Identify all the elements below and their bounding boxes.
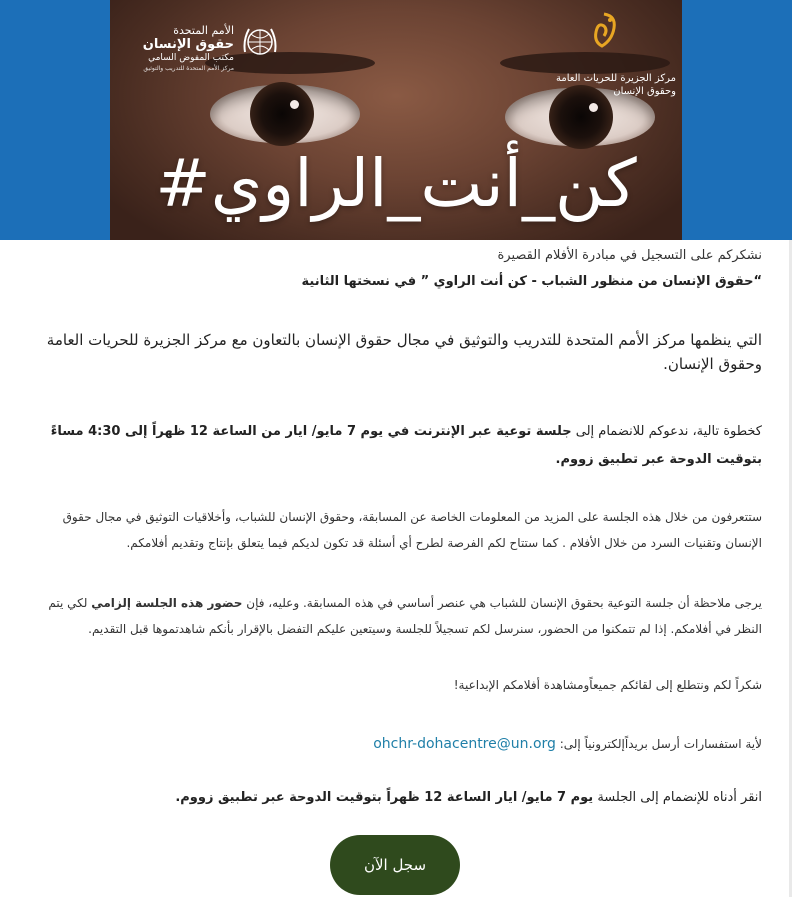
un-logo-line2: حقوق الإنسان [142, 37, 234, 52]
aj-logo-line2: وحقوق الإنسان [613, 86, 676, 97]
session-info-paragraph: ستتعرفون من خلال هذه الجلسة على المزيد من المعلومات الخاصة عن المسابقة، وحقوق الإنسان للشباب، وأخلاقيات التوثيق في مجال حقوق الإنسان وتقنيات السرد من خلال الأفلام . كما ستتاح لكم الفرصة لطرح أي أسئلة قد تكون لديكم فيما يتعلق بإنتاج وتقديم أفلامكم. [62, 510, 762, 550]
note-mandatory: حضور هذه الجلسة إلزامي [91, 596, 243, 610]
contact-email-link[interactable]: ohchr-dohacentre@un.org [373, 736, 556, 752]
header-banner [0, 0, 792, 240]
aljazeera-logo [556, 30, 676, 98]
aj-logo-line1: مركز الجزيرة للحريات العامة [555, 73, 676, 84]
note-part2: لكي يتم النظر في أفلامكم. إذا لم تتمكنوا من الحضور، سنرسل لكم تسجيلاً للجلسة وسيتعين عليكم التفضل بالإقرار بأنكم شاهدتموها قبل التقديم. [48, 596, 762, 636]
left-eye [210, 85, 360, 143]
join-prefix: انقر أدناه للإنضمام إلى الجلسة [593, 790, 762, 805]
register-now-button[interactable]: سجل الآن [330, 835, 460, 895]
join-details: يوم 7 مايو/ ايار الساعة 12 ظهراً بتوقيت الدوحة عبر تطبيق زووم. [175, 790, 594, 805]
contact-label: لأية استفسارات أرسل بريداًإلكترونياً إلى: [559, 737, 762, 751]
contact-line [38, 736, 762, 752]
thanks-line: شكراً لكم ونتطلع إلى لقائكم جميعاًومشاهدة أفلامكم الإبداعية! [453, 678, 762, 692]
un-logo-line3: مكتب المفوض السامي [148, 53, 234, 63]
intro-line1: نشكركم على التسجيل في مبادرة الأفلام القصيرة [497, 248, 762, 263]
collaboration-paragraph: التي ينظمها مركز الأمم المتحدة للتدريب والتوثيق في مجال حقوق الإنسان بالتعاون مع مركز الجزيرة للحريات العامة وحقوق الإنسان. [46, 331, 762, 373]
next-step-prefix: كخطوة تالية، ندعوكم للانضمام إلى [571, 424, 762, 439]
next-step-session-details: جلسة توعية عبر الإنترنت في يوم 7 مايو/ ايار من الساعة 12 ظهراً إلى 4:30 مساءً بتوقيت الدوحة عبر تطبيق زووم. [50, 424, 762, 467]
un-logo [132, 24, 234, 73]
un-logo-line4: مركز الأمم المتحدة للتدريب والتوثيق [143, 65, 234, 72]
next-step-paragraph [38, 418, 762, 474]
intro-line2: “حقوق الإنسان من منظور الشباب - كن أنت الراوي ” في نسختها الثانية [301, 274, 762, 289]
attendance-note-paragraph [38, 590, 762, 642]
un-emblem-icon [240, 22, 280, 62]
un-logo-line1: الأمم المتحدة [173, 24, 234, 37]
join-instruction [38, 790, 762, 805]
campaign-hashtag: #كن_أنت_الراوي [155, 145, 637, 222]
note-part1: يرجى ملاحظة أن جلسة التوعية بحقوق الإنسان للشباب هي عنصر أساسي في هذه المسابقة. وعليه، فإن [242, 596, 762, 610]
